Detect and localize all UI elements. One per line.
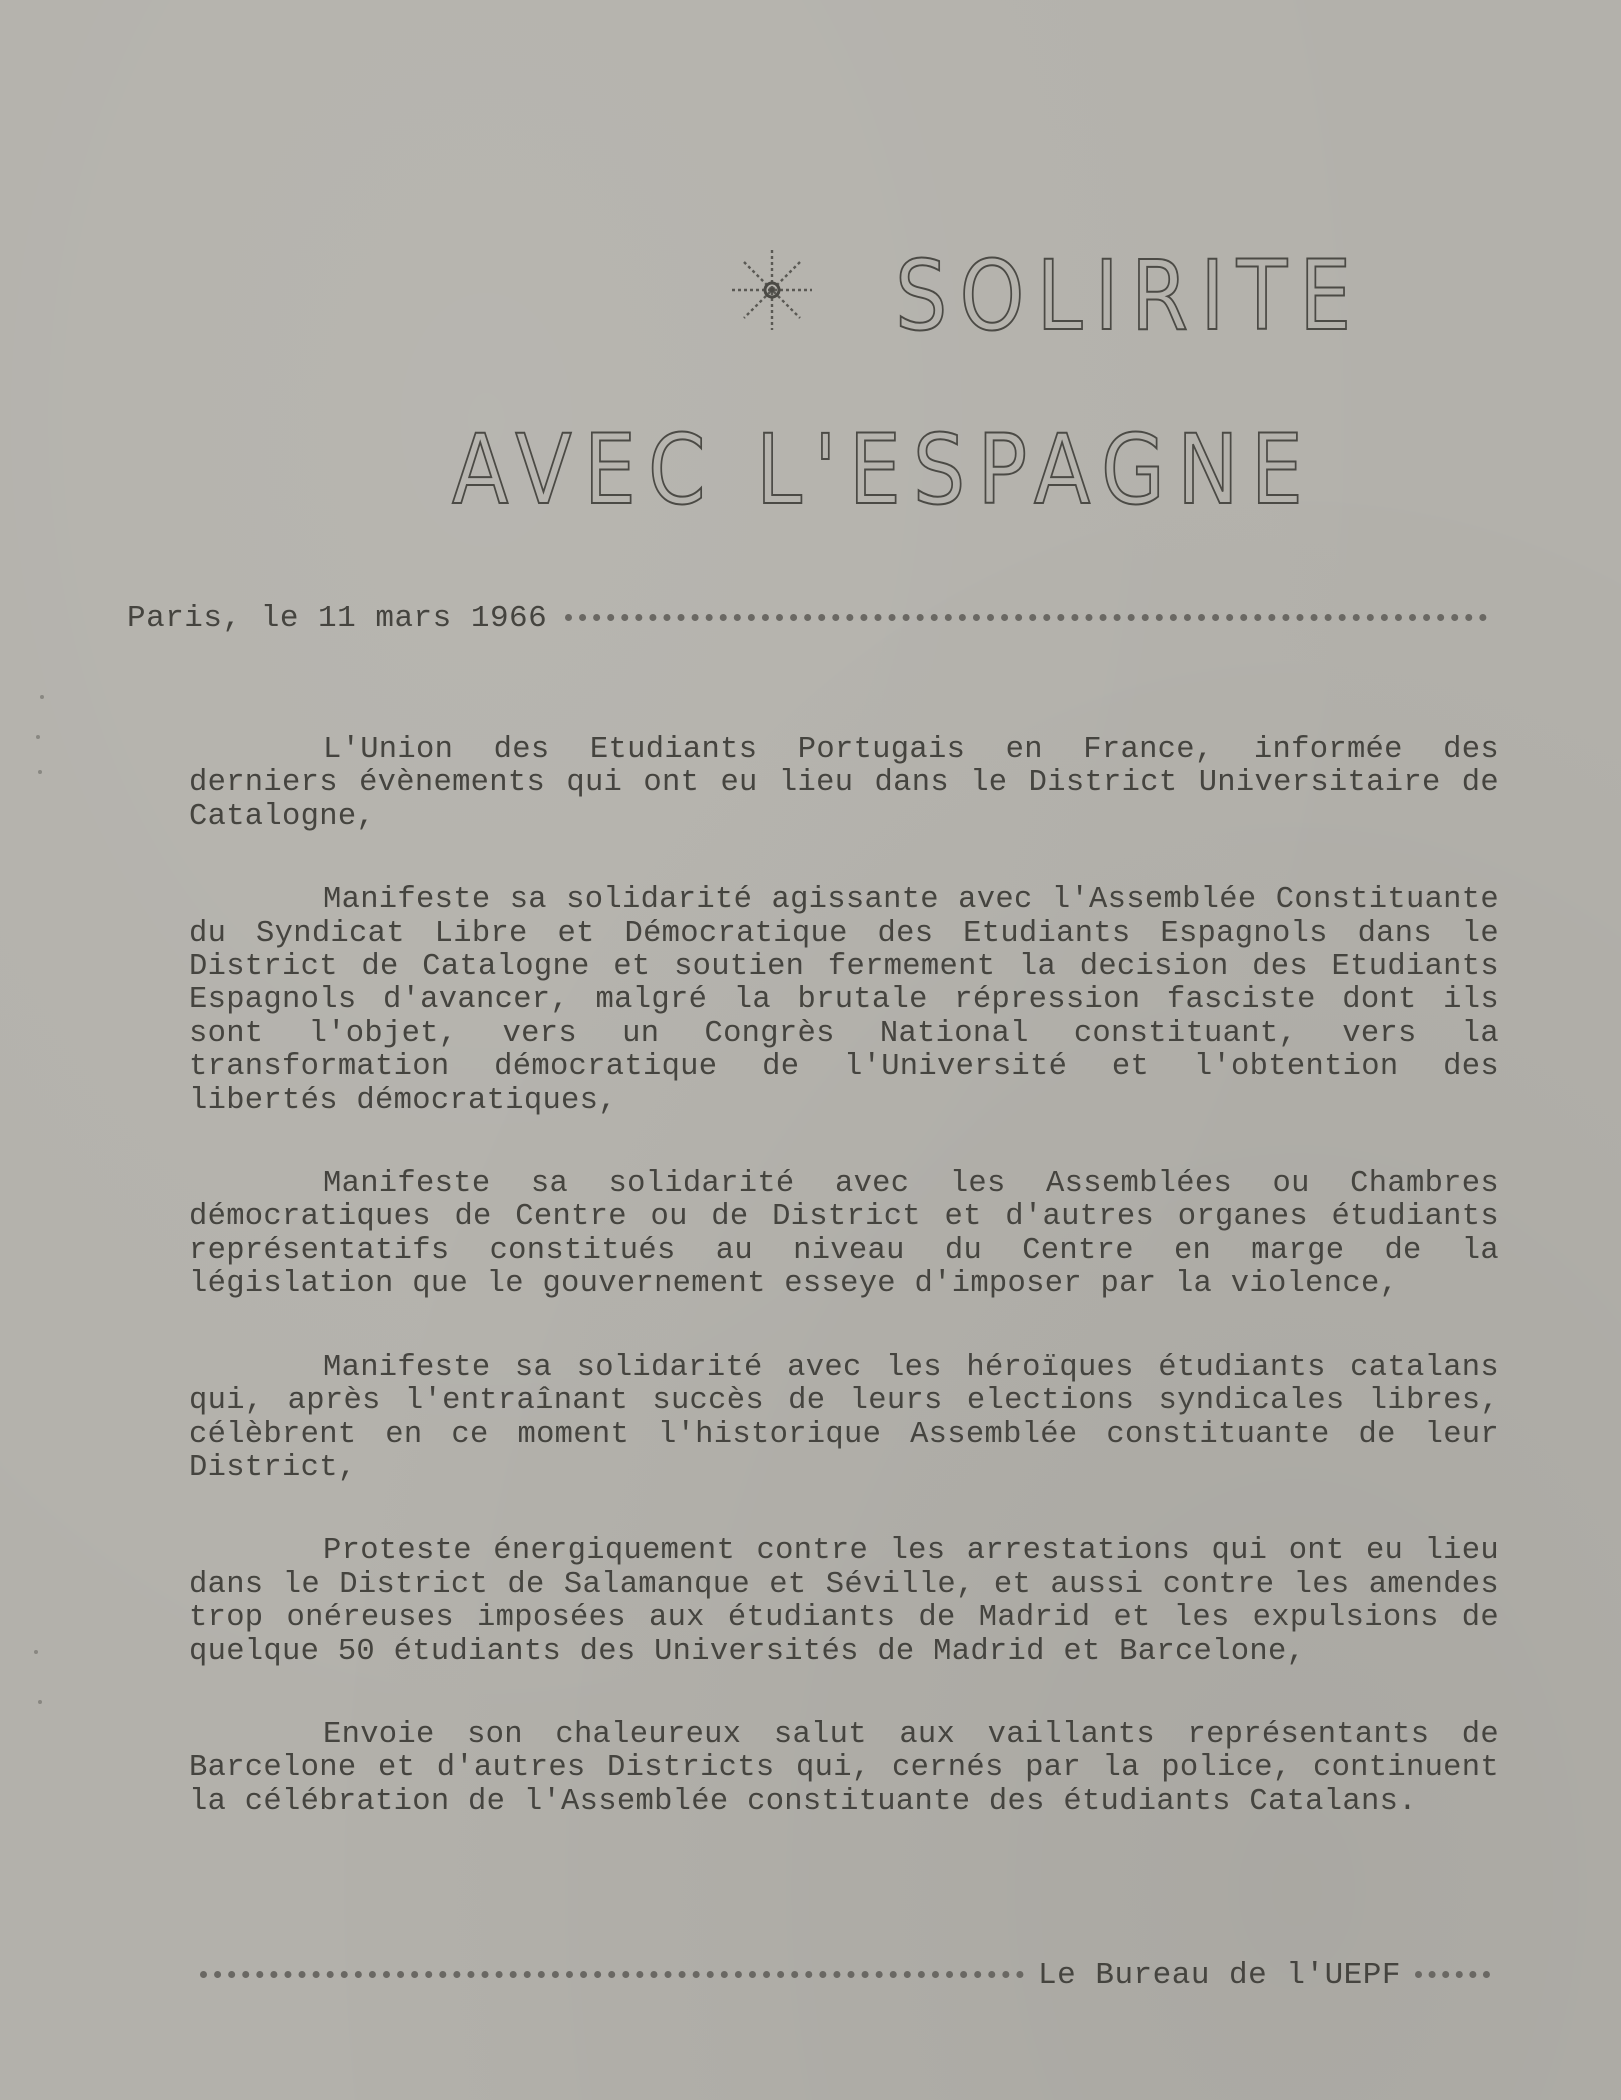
- margin-speck: [36, 735, 40, 739]
- title-line-2: AVEC L'ESPAGNE: [452, 414, 1315, 526]
- paragraph-4: Manifeste sa solidarité avec les héroïques étudiants catalans qui, après l'entraînant succès de leurs elections syndicales libres, célèbrent en ce moment l'historique Assemblée constituante de leur District,: [189, 1350, 1499, 1485]
- signature-text: Le Bureau de l'UEPF: [1038, 1957, 1401, 1993]
- margin-speck: [38, 770, 42, 774]
- paragraph-1: L'Union des Etudiants Portugais en France, informée des derniers évènements qui ont eu lieu dans le District Universitaire de Catalogne,: [189, 733, 1499, 834]
- paragraph-6: Envoie son chaleureux salut aux vaillants représentants de Barcelone et d'autres Districts qui, cernés par la police, continuent la célébration de l'Assemblée constituante des étudiants Catalans.: [189, 1717, 1499, 1819]
- date-text: Paris, le 11 mars 1966: [127, 600, 548, 636]
- margin-speck: [38, 1700, 42, 1704]
- star-burst-icon: [730, 248, 814, 332]
- paragraph-3: Manifeste sa solidarité avec les Assemblées ou Chambres démocratiques de Centre ou de District et d'autres organes étudiants représentatifs constitués au niveau du Centre en marge de la législation que le gouvernement esseye d'imposer par la violence,: [189, 1167, 1499, 1302]
- title-line-1: SOLIRITE: [895, 240, 1364, 352]
- date-line: [127, 598, 1487, 638]
- paragraph-5: Proteste énergiquement contre les arrestations qui ont eu lieu dans le District de Salamanque et Séville, et aussi contre les amendes trop onéreuses imposées aux étudiants de Madrid et les expulsions de quelque 50 étudiants des Universités de Madrid et Barcelone,: [189, 1534, 1499, 1669]
- dotted-rule: [565, 614, 1487, 630]
- signature-line: [200, 1955, 1490, 1995]
- dotted-rule-right: [1415, 1971, 1490, 1987]
- dotted-rule-left: [200, 1971, 1024, 1987]
- margin-speck: [40, 695, 44, 699]
- paragraph-2: Manifeste sa solidarité agissante avec l'Assemblée Constituante du Syndicat Libre et Démocratique des Etudiants Espagnols dans le District de Catalogne et soutien fermement la decision des Etudiants Espagnols d'avancer, malgré la brutale répression fasciste dont ils sont l'objet, vers un Congrès National constituant, vers la transformation démocratique de l'Université et l'obtention des libertés démocratiques,: [189, 883, 1499, 1118]
- margin-speck: [34, 1650, 38, 1654]
- letter-body: [189, 734, 1499, 1869]
